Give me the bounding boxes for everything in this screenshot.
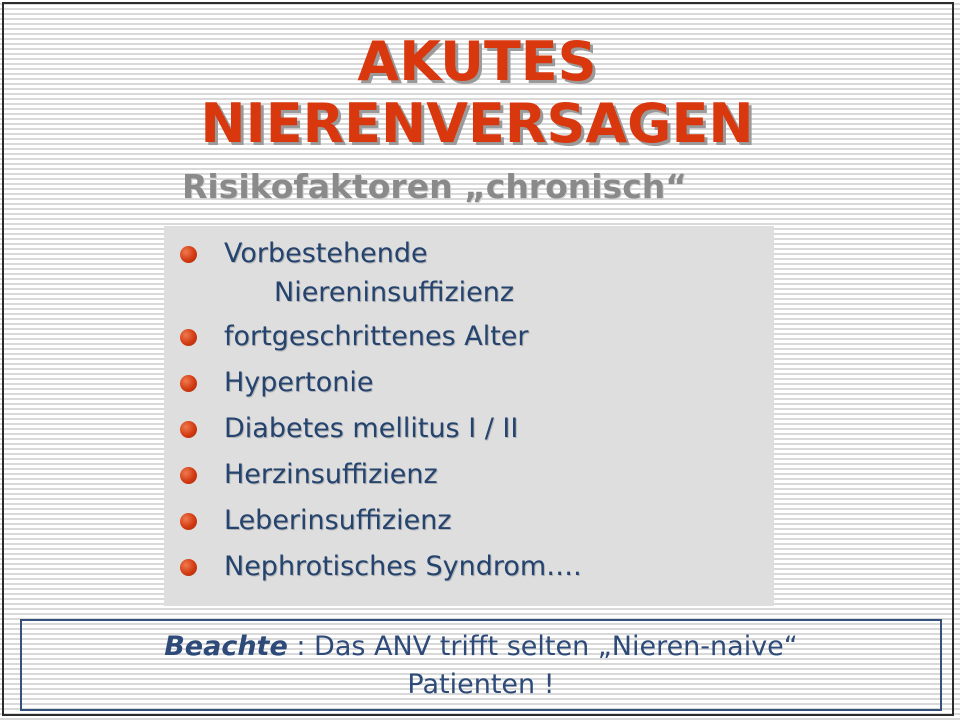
bullet-dot-icon [180, 467, 197, 484]
slide-frame [2, 2, 954, 716]
risk-factor-item [180, 363, 766, 402]
risk-factor-item [180, 547, 766, 586]
risk-factor-item [180, 455, 766, 494]
risk-factor-label: Diabetes mellitus I / II [224, 413, 519, 444]
note-line-1 [22, 628, 940, 666]
risk-factor-item [180, 501, 766, 540]
risk-factor-label: Leberinsuffizienz [224, 505, 452, 536]
note-label: Beachte [164, 631, 288, 662]
risk-factor-label: Vorbestehende [224, 238, 428, 269]
note-text-line-2: Patienten ! [407, 669, 555, 700]
note-separator: : [287, 631, 315, 662]
slide-title-line-2: NIERENVERSAGEN [200, 92, 754, 155]
bullet-dot-icon [180, 559, 197, 576]
bullet-dot-icon [180, 421, 197, 438]
risk-factor-label-continued: Niereninsuffizienz [274, 277, 515, 308]
risk-factor-label: Hypertonie [224, 367, 374, 398]
bullet-dot-icon [180, 513, 197, 530]
risk-factor-item [180, 317, 766, 356]
bullet-dot-icon [180, 246, 197, 263]
risk-factor-item [180, 234, 766, 312]
risk-factor-list [180, 234, 766, 593]
risk-factor-panel [164, 226, 774, 606]
risk-factor-label: Herzinsuffizienz [224, 459, 438, 490]
risk-factor-item [180, 409, 766, 448]
slide-title-line-1: AKUTES [357, 30, 597, 93]
bullet-dot-icon [180, 375, 197, 392]
note-text-line-1: Das ANV trifft selten „Nieren-naive“ [314, 631, 798, 662]
slide-subtitle: Risikofaktoren „chronisch“ [182, 167, 687, 206]
note-box [20, 619, 942, 711]
risk-factor-label: fortgeschrittenes Alter [224, 321, 529, 352]
bullet-dot-icon [180, 329, 197, 346]
risk-factor-label: Nephrotisches Syndrom…. [224, 551, 582, 582]
